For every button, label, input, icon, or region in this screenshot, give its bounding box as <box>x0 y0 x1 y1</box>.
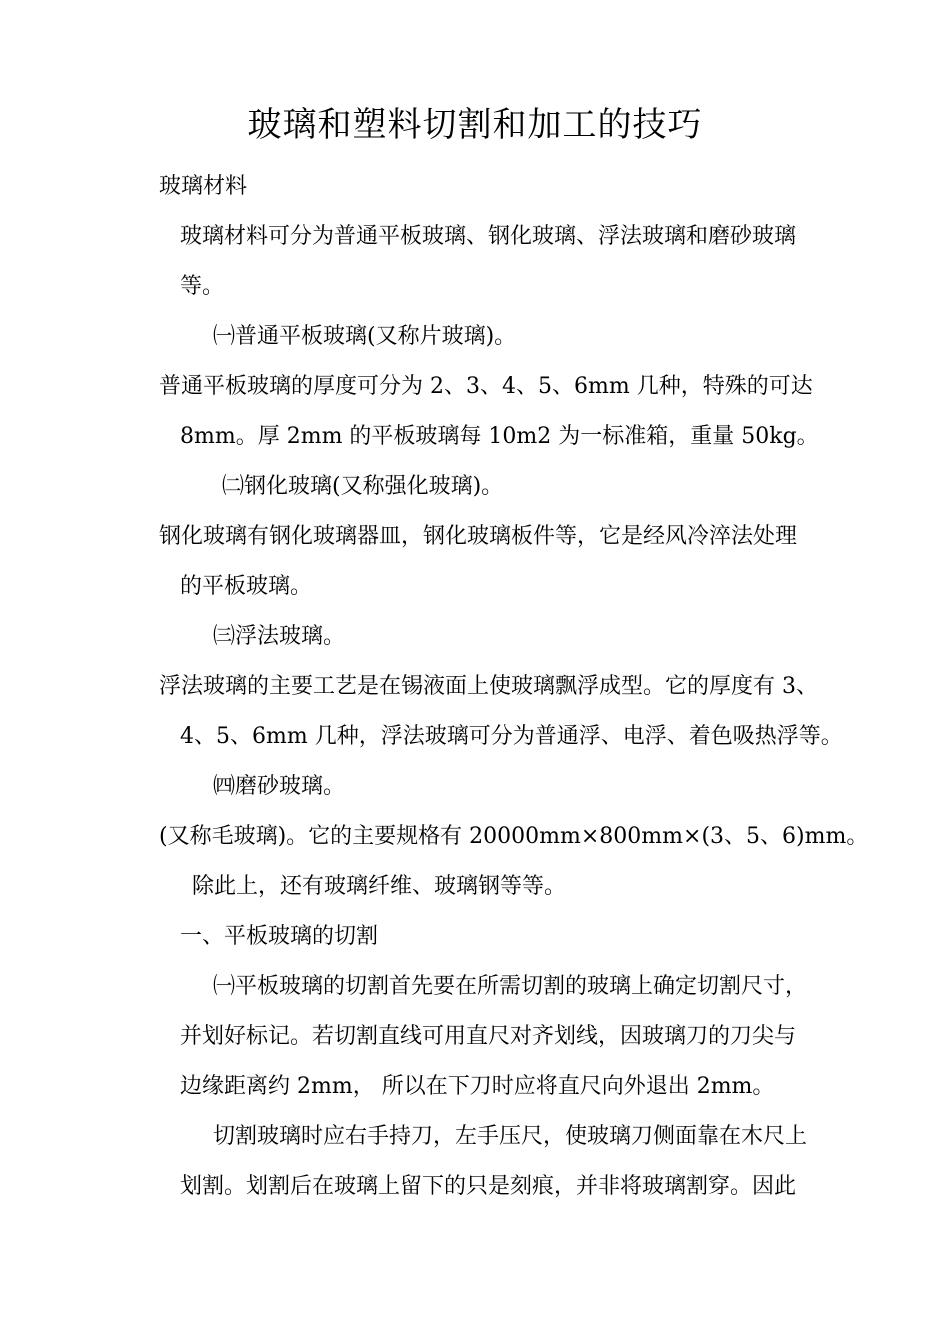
paragraph-line: 等。 <box>180 274 225 299</box>
subheading-tempered-glass: ㈡钢化玻璃(又称强化玻璃)。 <box>222 474 504 499</box>
paragraph-line: 8mm。厚 2mm 的平板玻璃每 10m2 为一标准箱，重量 50kg。 <box>180 424 819 449</box>
paragraph-line: 除此上，还有玻璃纤维、玻璃钢等等。 <box>192 874 567 899</box>
document-title: 玻璃和塑料切割和加工的技巧 <box>247 105 703 145</box>
paragraph-line: (又称毛玻璃)。它的主要规格有 20000mm×800mm×(3、5、6)mm。 <box>159 824 869 849</box>
paragraph-line: 边缘距离约 2mm， 所以在下刀时应将直尺向外退出 2mm。 <box>180 1074 775 1099</box>
subheading-plate-glass: ㈠普通平板玻璃(又称片玻璃)。 <box>213 324 517 349</box>
paragraph-line: 钢化玻璃有钢化玻璃器皿，钢化玻璃板件等，它是经风冷淬法处理 <box>159 524 798 549</box>
section-heading-glass-materials: 玻璃材料 <box>159 174 248 199</box>
paragraph-line: 普通平板玻璃的厚度可分为 2、3、4、5、6mm 几种，特殊的可达 <box>159 374 813 399</box>
paragraph-line: 并划好标记。若切割直线可用直尺对齐划线，因玻璃刀的刀尖与 <box>180 1024 797 1049</box>
subheading-frosted-glass: ㈣磨砂玻璃。 <box>213 774 346 799</box>
paragraph-line: ㈠平板玻璃的切割首先要在所需切割的玻璃上确定切割尺寸， <box>213 974 808 999</box>
subheading-float-glass: ㈢浮法玻璃。 <box>213 624 346 649</box>
paragraph-line: 浮法玻璃的主要工艺是在锡液面上使玻璃飘浮成型。它的厚度有 3、 <box>159 674 818 699</box>
section-heading-plate-glass-cutting: 一、平板玻璃的切割 <box>180 924 379 949</box>
paragraph-line: 的平板玻璃。 <box>180 574 313 599</box>
paragraph-line: 玻璃材料可分为普通平板玻璃、钢化玻璃、浮法玻璃和磨砂玻璃 <box>180 224 797 249</box>
paragraph-line: 切割玻璃时应右手持刀，左手压尺，使玻璃刀侧面靠在木尺上 <box>213 1124 808 1149</box>
paragraph-line: 划割。划割后在玻璃上留下的只是刻痕，并非将玻璃割穿。因此 <box>180 1174 797 1199</box>
paragraph-line: 4、5、6mm 几种，浮法玻璃可分为普通浮、电浮、着色吸热浮等。 <box>180 724 843 749</box>
